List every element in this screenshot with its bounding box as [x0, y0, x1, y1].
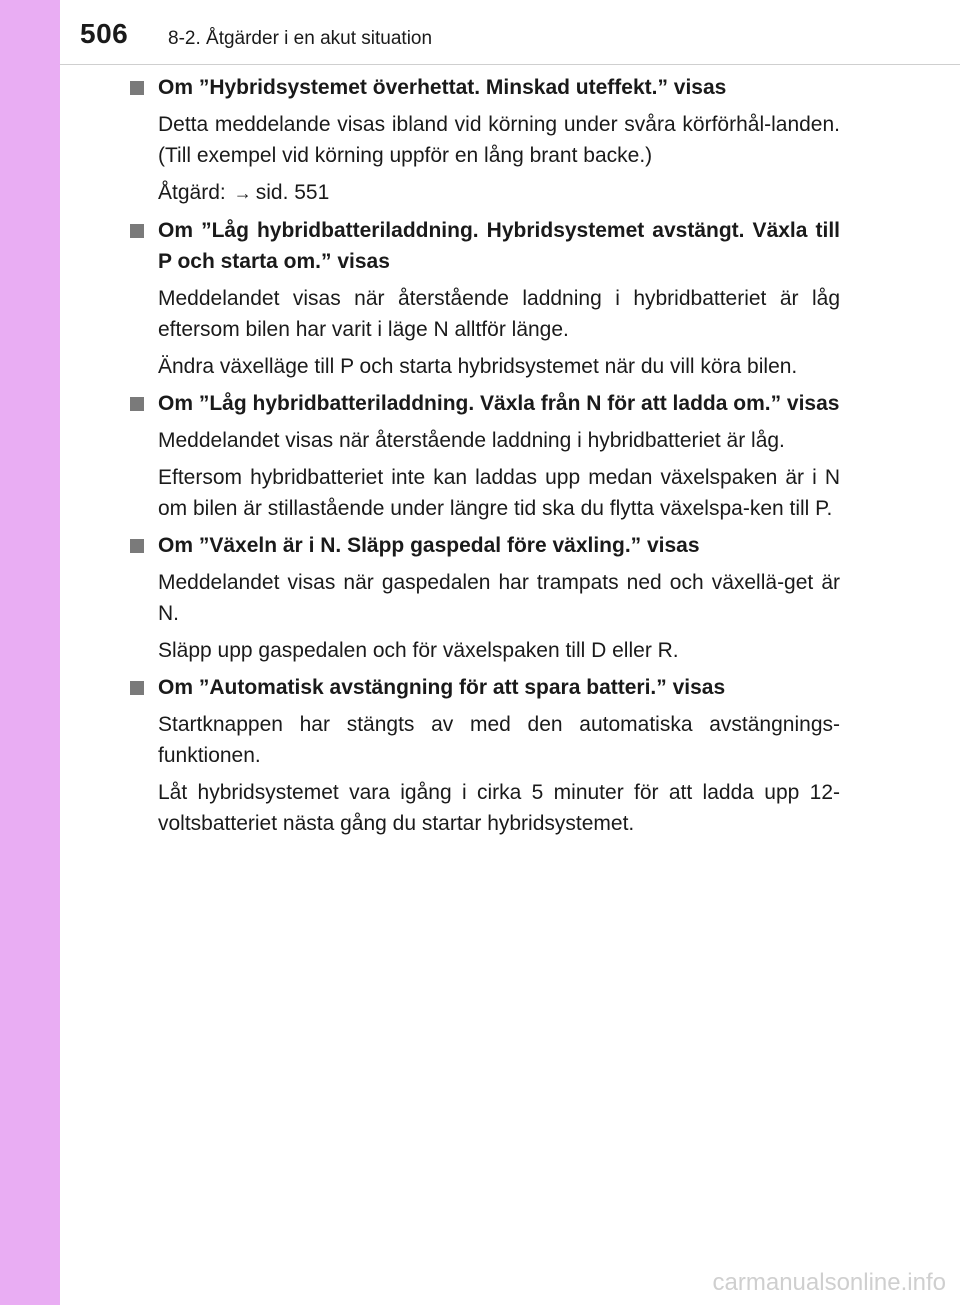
item-paragraph: Ändra växelläge till P och starta hybridsystemet när du vill köra bilen.: [158, 355, 798, 378]
item-paragraph: Meddelandet visas när gaspedalen har trampats ned och växellä-get är N.: [158, 571, 840, 625]
message-item: [128, 388, 840, 524]
square-bullet-icon: [130, 681, 144, 695]
item-heading-text: Om ”Växeln är i N. Släpp gaspedal före växling.” visas: [158, 534, 700, 557]
item-paragraph: Släpp upp gaspedalen och för växelspaken till D eller R.: [158, 639, 679, 662]
item-heading-text: Om ”Hybridsystemet överhettat. Minskad uteffekt.” visas: [158, 76, 727, 99]
item-heading: [128, 388, 840, 419]
item-heading: [128, 215, 840, 277]
item-paragraph: Meddelandet visas när återstående laddning i hybridbatteriet är låg.: [158, 429, 785, 452]
page-content: [128, 72, 840, 845]
item-heading: [128, 530, 840, 561]
arrow-right-icon: →: [233, 183, 252, 203]
item-paragraph: Startknappen har stängts av med den automatiska avstängnings-funktionen.: [158, 713, 840, 767]
action-label: Åtgärd:: [158, 181, 226, 204]
item-paragraph: Eftersom hybridbatteriet inte kan laddas upp medan växelspaken är i N om bilen är stillastående under längre tid ska du flytta växelspa-ken till P.: [158, 466, 840, 520]
message-item: [128, 672, 840, 839]
item-paragraph: Meddelandet visas när återstående laddning i hybridbatteriet är låg eftersom bilen har varit i läge N alltför länge.: [158, 287, 840, 341]
action-line: [128, 177, 840, 209]
square-bullet-icon: [130, 397, 144, 411]
section-title: 8-2. Åtgärder i en akut situation: [168, 28, 433, 49]
item-paragraph: Detta meddelande visas ibland vid körning under svåra körförhål-landen. (Till exempel vid körning uppför en lång brant backe.): [158, 113, 840, 167]
message-item: [128, 72, 840, 209]
page-number: 506: [80, 18, 129, 49]
side-color-band: [0, 0, 60, 1305]
message-item: [128, 215, 840, 382]
square-bullet-icon: [130, 81, 144, 95]
page-header: [60, 0, 960, 66]
square-bullet-icon: [130, 224, 144, 238]
square-bullet-icon: [130, 539, 144, 553]
item-heading-text: Om ”Låg hybridbatteriladdning. Växla från N för att ladda om.” visas: [158, 392, 840, 415]
page-reference-link[interactable]: sid. 551: [255, 181, 330, 204]
item-heading-text: Om ”Låg hybridbatteriladdning. Hybridsystemet avstängt. Växla till P och starta om.” visas: [158, 219, 840, 273]
item-heading-text: Om ”Automatisk avstängning för att spara batteri.” visas: [158, 676, 726, 699]
header-divider: [60, 64, 960, 65]
watermark: carmanualsonline.info: [712, 1269, 946, 1296]
message-item: [128, 530, 840, 666]
item-paragraph: Låt hybridsystemet vara igång i cirka 5 minuter för att ladda upp 12-voltsbatteriet nästa gång du startar hybridsystemet.: [158, 781, 840, 835]
item-heading: [128, 72, 840, 103]
item-heading: [128, 672, 840, 703]
